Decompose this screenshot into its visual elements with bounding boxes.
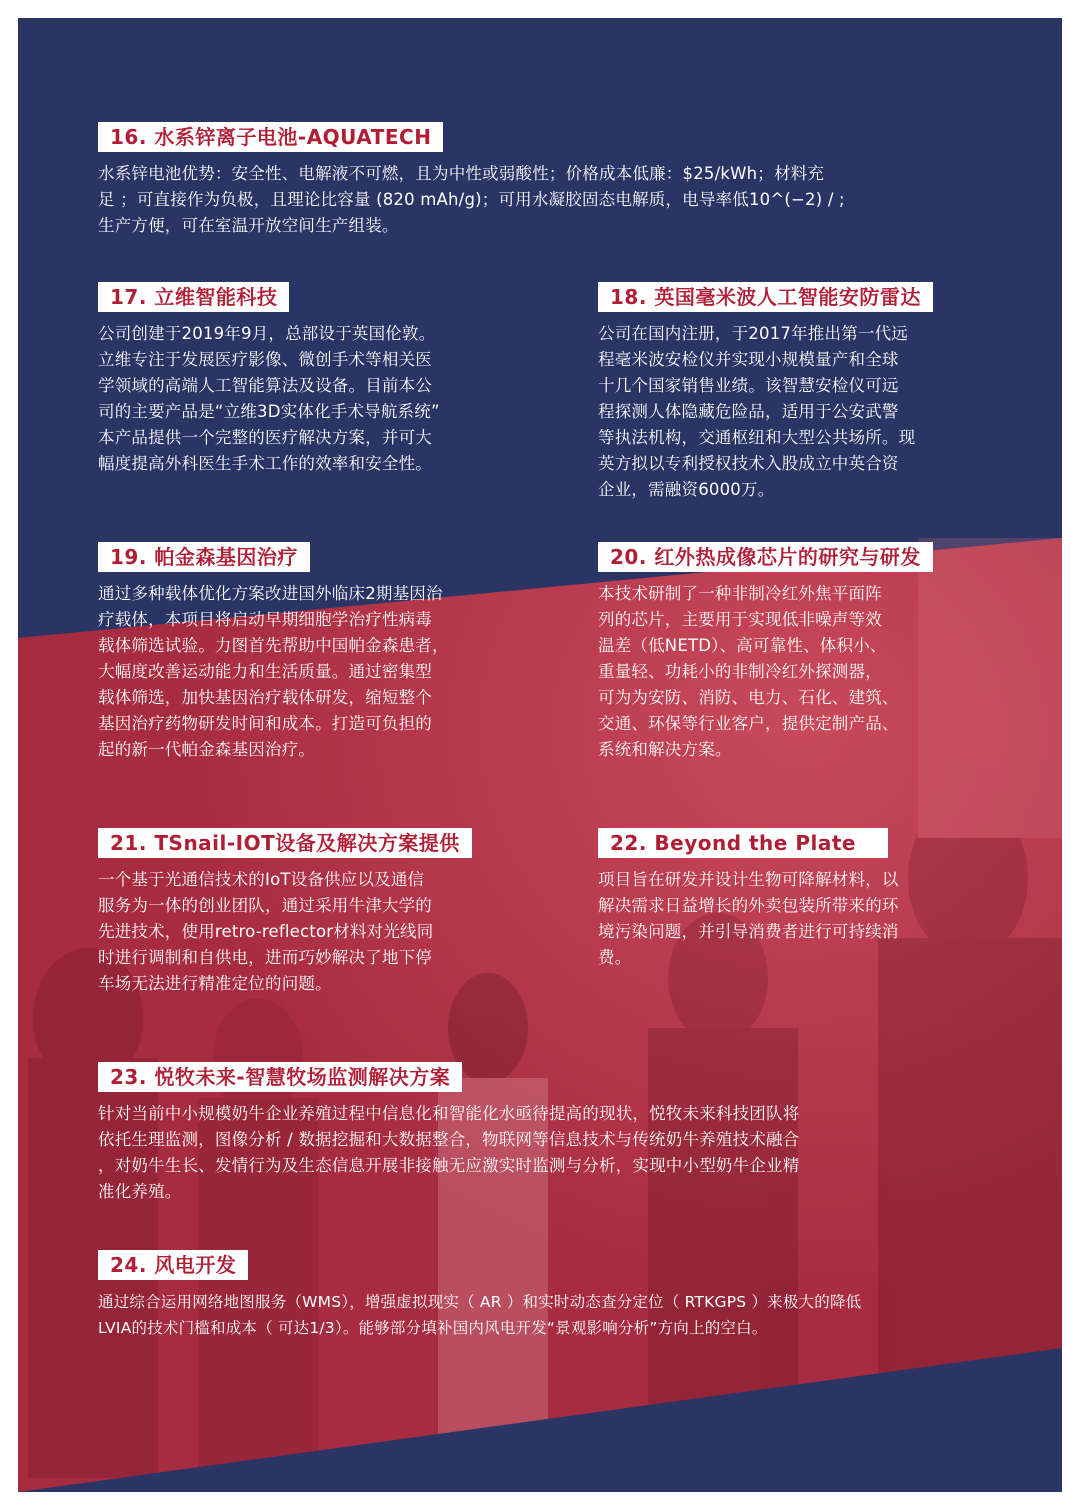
line: 车场无法进行精准定位的问题。 [98, 974, 332, 993]
line: 企业，需融资6000万。 [598, 480, 775, 499]
line: 境污染问题，并引导消费者进行可持续消 [598, 922, 899, 941]
line: 等执法机构，交通枢纽和大型公共场所。现 [598, 428, 916, 447]
line: 交通、环保等行业客户，提供定制产品、 [598, 714, 899, 733]
line: 通过综合运用网络地图服务（WMS），增强虚拟现实（ AR ）和实时动态查分定位（ RTKGPS ）来极大的降低 [98, 1293, 862, 1311]
line: 列的芯片，主要用于实现低非噪声等效 [598, 610, 882, 629]
section-21-title: 21. TSnail-IOT设备及解决方案提供 [98, 828, 472, 858]
section-22 [598, 828, 1018, 971]
page [18, 18, 1062, 1492]
line: 起的新一代帕金森基因治疗。 [98, 740, 316, 759]
line: 载体筛选，加快基因治疗载体研发，缩短整个 [98, 688, 432, 707]
section-20-title: 20. 红外热成像芯片的研究与研发 [598, 542, 933, 572]
line: 程毫米波安检仪并实现小规模量产和全球 [598, 350, 899, 369]
section-21 [98, 828, 538, 997]
section-18-title: 18. 英国毫米波人工智能安防雷达 [598, 282, 933, 312]
section-22-title: 22. Beyond the Plate [598, 828, 888, 858]
line: 足 ；可直接作为负极，且理论比容量 (820 mAh/g)；可用水凝胶固态电解质，电导率低10^(−2) / ; [98, 190, 845, 209]
line: 程探测人体隐藏危险品，适用于公安武警 [598, 402, 899, 421]
line: 本技术研制了一种非制冷红外焦平面阵 [598, 584, 882, 603]
section-24 [98, 1250, 1038, 1341]
section-24-title: 24. 风电开发 [98, 1250, 248, 1280]
line: 基因治疗药物研发时间和成本。打造可负担的 [98, 714, 432, 733]
section-23-title: 23. 悦牧未来-智慧牧场监测解决方案 [98, 1062, 462, 1092]
line: 本产品提供一个完整的医疗解决方案，并可大 [98, 428, 432, 447]
line: 可为为安防、消防、电力、石化、建筑、 [598, 688, 899, 707]
line: 准化养殖。 [98, 1182, 182, 1201]
section-17-body [98, 321, 538, 477]
line: 解决需求日益增长的外卖包装所带来的环 [598, 896, 899, 915]
line: 时进行调制和自供电，进而巧妙解决了地下停 [98, 948, 432, 967]
line: 十几个国家销售业绩。该智慧安检仪可远 [598, 376, 899, 395]
section-19-body [98, 581, 538, 763]
line: 先进技术，使用retro-reflector材料对光线同 [98, 922, 434, 941]
section-19-title: 19. 帕金森基因治疗 [98, 542, 310, 572]
section-17 [98, 282, 538, 477]
section-22-body [598, 867, 1018, 971]
line: 立维专注于发展医疗影像、微创手术等相关医 [98, 350, 432, 369]
section-17-title: 17. 立维智能科技 [98, 282, 289, 312]
line: 服务为一体的创业团队，通过采用牛津大学的 [98, 896, 432, 915]
section-18 [598, 282, 1018, 503]
line: 重量轻、功耗小的非制冷红外探测器， [598, 662, 882, 681]
line: LVIA的技术门槛和成本（ 可达1/3）。能够部分填补国内风电开发“景观影响分析”方向上的空白。 [98, 1319, 768, 1337]
line: 英方拟以专利授权技术入股成立中英合资 [598, 454, 899, 473]
line: 针对当前中小规模奶牛企业养殖过程中信息化和智能化水亟待提高的现状，悦牧未来科技团队将 [98, 1104, 800, 1123]
line: 学领域的高端人工智能算法及设备。目前本公 [98, 376, 432, 395]
line: ，对奶牛生长、发情行为及生态信息开展非接触无应激实时监测与分析，实现中小型奶牛企业精 [98, 1156, 800, 1175]
line: 生产方便，可在室温开放空间生产组装。 [98, 216, 399, 235]
section-16 [98, 122, 998, 239]
line: 费。 [598, 948, 632, 967]
line: 载体筛选试验。力图首先帮助中国帕金森患者， [98, 636, 449, 655]
section-23 [98, 1062, 1018, 1205]
section-16-body [98, 161, 998, 239]
section-18-body [598, 321, 1018, 503]
line: 疗载体，本项目将启动早期细胞学治疗性病毒 [98, 610, 432, 629]
line: 公司创建于2019年9月，总部设于英国伦敦。 [98, 324, 436, 343]
line: 司的主要产品是“立维3D实体化手术导航系统” [98, 402, 440, 421]
section-21-body [98, 867, 538, 997]
line: 一个基于光通信技术的IoT设备供应以及通信 [98, 870, 425, 889]
section-20 [598, 542, 1018, 763]
line: 公司在国内注册，于2017年推出第一代远 [598, 324, 908, 343]
section-20-body [598, 581, 1018, 763]
line: 温差（低NETD）、高可靠性、体积小、 [598, 636, 887, 655]
section-23-body [98, 1101, 1018, 1205]
line: 水系锌电池优势：安全性、电解液不可燃，且为中性或弱酸性；价格成本低廉：$25/kWh；材料充 [98, 164, 825, 183]
section-24-body [98, 1289, 1038, 1341]
line: 系统和解决方案。 [598, 740, 732, 759]
section-19 [98, 542, 538, 763]
section-16-title: 16. 水系锌离子电池-AQUATECH [98, 122, 443, 152]
line: 项目旨在研发并设计生物可降解材料，以 [598, 870, 899, 889]
line: 通过多种载体优化方案改进国外临床2期基因治 [98, 584, 443, 603]
line: 大幅度改善运动能力和生活质量。通过密集型 [98, 662, 432, 681]
line: 依托生理监测，图像分析 / 数据挖掘和大数据整合，物联网等信息技术与传统奶牛养殖技术融合 [98, 1130, 800, 1149]
line: 幅度提高外科医生手术工作的效率和安全性。 [98, 454, 432, 473]
